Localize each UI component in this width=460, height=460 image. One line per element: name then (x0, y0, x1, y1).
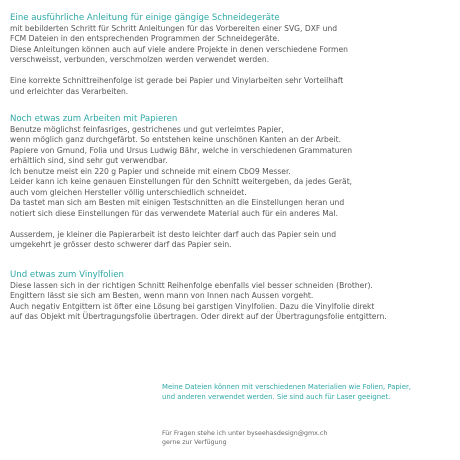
text-line: Eine korrekte Schnittreihenfolge ist gerade bei Papier und Vinylarbeiten sehr Vorteilhaft (10, 76, 344, 85)
text-line: auf das Objekt mit Übertragungsfolie übertragen. Oder direkt auf der Übertragungsfolie entgittern. (10, 312, 387, 321)
section-vinyl (10, 270, 455, 323)
section-heading: Und etwas zum Vinylfolien (10, 270, 124, 280)
text-line: Papiere von Gmund, Folia und Ursus Ludwig Bähr, welche in verschiedenen Grammaturen (10, 145, 353, 155)
text-line: umgekehrt je grösser desto schwerer darf das Papier sein. (10, 240, 232, 249)
text-line: erhältlich sind, sind sehr gut verwendbar. (10, 156, 168, 165)
text-line: Da tastet man sich am Besten mit einigen Testschnitten an die Einstellungen heran und (10, 198, 345, 207)
section-paper (10, 114, 455, 251)
section-intro (10, 13, 455, 97)
contact-line: gerne zur Verfügung (162, 438, 227, 446)
section-heading: Noch etwas zum Arbeiten mit Papieren (10, 114, 178, 124)
text-line: wenn möglich ganz durchgefärbt. So entstehen keine unschönen Kanten an der Arbeit. (10, 135, 342, 144)
text-line: verschweisst, verbunden, verschmolzen werden verwendet werden. (10, 55, 270, 64)
text-line: notiert sich diese Einstellungen für das verwendete Material auch für ein anderes Mal. (10, 208, 338, 218)
text-line: Diese lassen sich in der richtigen Schnitt Reihenfolge ebenfalls viel besser schneiden (Brother). (10, 280, 373, 290)
contact-line: Für Fragen stehe ich unter byseehasdesign@gmx.ch (162, 430, 328, 437)
text-line: Leider kann ich keine genauen Einstellungen für den Schnitt weitergeben, da jedes Gerät, (10, 177, 353, 186)
note-line: Meine Dateien können mit verschiedenen Materialien wie Folien, Papier, (162, 383, 411, 391)
text-line: FCM Dateien in den entsprechenden Programmen der Schneidegeräte. (10, 34, 280, 43)
text-line: Ich benutze meist ein 220 g Papier und schneide mit einem CbO9 Messer. (10, 166, 291, 176)
materials-note (162, 383, 452, 402)
text-line: Benutze möglichst feinfasriges, gestrichenes und gut verleimtes Papier, (10, 124, 284, 134)
text-line: Diese Anleitungen können auch auf viele andere Projekte in denen verschiedene Formen (10, 44, 348, 54)
text-line: und erleichter das Verarbeiten. (10, 86, 129, 96)
text-line: Engittern lässt sie sich am Besten, wenn mann von Innen nach Aussen vorgeht. (10, 291, 314, 300)
text-line: mit bebilderten Schritt für Schritt Anleitungen für das Vorbereiten einer SVG, DXF und (10, 23, 338, 33)
section-heading: Eine ausführliche Anleitung für einige gängige Schneidegeräte (10, 13, 280, 23)
text-line: Auch negativ Entgittern ist öfter eine Lösung bei garstigen Vinylfolien. Dazu die Vinylfolie direkt (10, 301, 375, 311)
note-line: und anderen verwendet werden. Sie sind auch für Laser geeignet. (162, 392, 391, 401)
text-line: Ausserdem, je kleiner die Papierarbeit ist desto leichter darf auch das Papier sein und (10, 229, 337, 239)
text-line: auch vom gleichen Hersteller völlig unterschiedlich schneidet. (10, 187, 247, 197)
contact-note (162, 430, 452, 447)
